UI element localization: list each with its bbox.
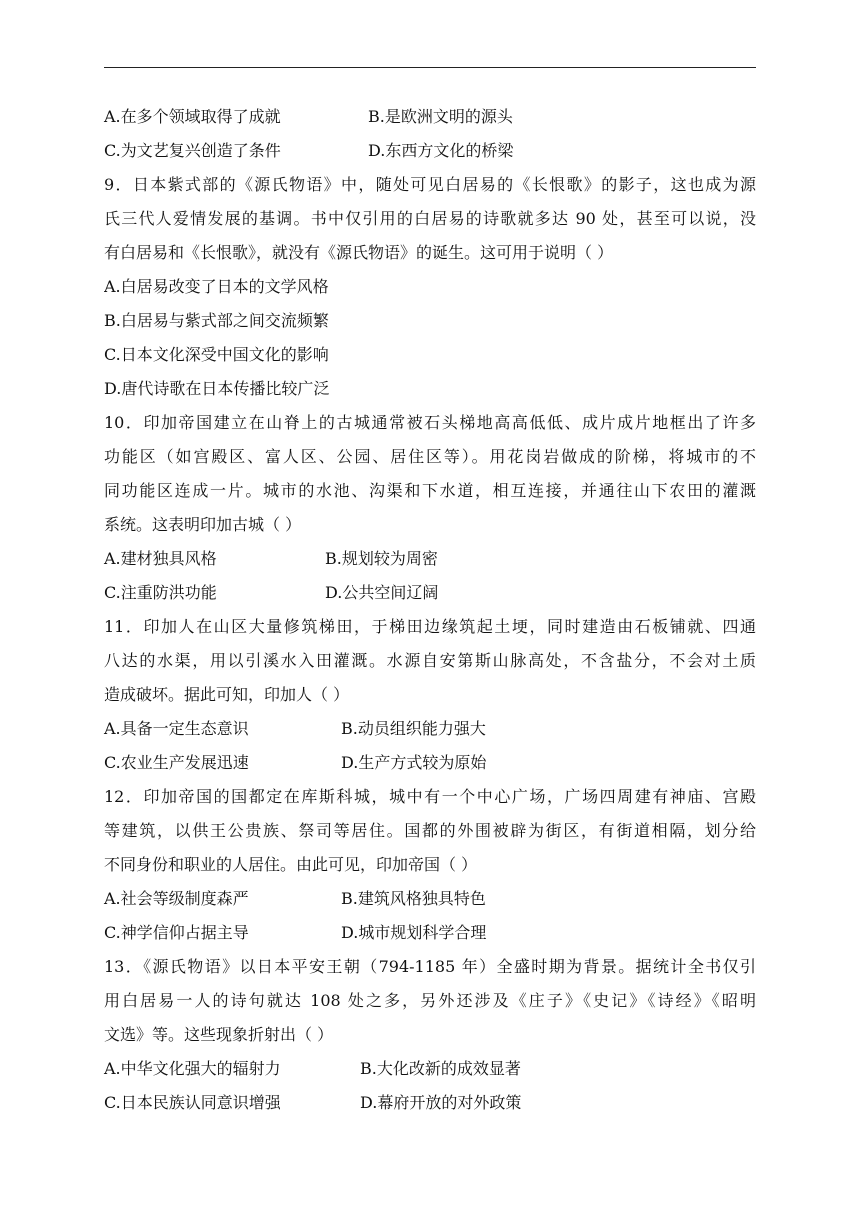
option-d: D.东西方文化的桥梁 (368, 141, 514, 160)
question-10 (104, 406, 756, 610)
stem-line: 文选》等。这些现象折射出（ ） (104, 1025, 334, 1044)
option-c: C.农业生产发展迅速 (104, 753, 249, 772)
question-stem (104, 950, 756, 1052)
option-d: D.生产方式较为原始 (341, 753, 487, 772)
option-a: A.具备一定生态意识 (104, 719, 249, 738)
option-b: B.大化改新的成效显著 (360, 1059, 521, 1078)
question-page (104, 100, 756, 1120)
option-row (104, 134, 756, 168)
option-row (104, 1052, 756, 1086)
option-b: B.建筑风格独具特色 (341, 889, 486, 908)
stem-line: 9．日本紫式部的《源氏物语》中，随处可见白居易的《长恨歌》的影子，这也成为源 (104, 175, 756, 194)
stem-line: 氏三代人爱情发展的基调。书中仅引用的白居易的诗歌就多达 90 处，甚至可以说，没 (104, 209, 756, 228)
option-b: B.白居易与紫式部之间交流频繁 (104, 311, 329, 330)
stem-line: 11．印加人在山区大量修筑梯田，于梯田边缘筑起土埂，同时建造由石板铺就、四通 (104, 617, 756, 636)
option-row (104, 576, 756, 610)
option-row (104, 100, 756, 134)
option-row (104, 882, 756, 916)
option-c: C.为文艺复兴创造了条件 (104, 141, 281, 160)
option-row (104, 542, 756, 576)
stem-line: 系统。这表明印加古城（ ） (104, 515, 302, 534)
option-d: D.城市规划科学合理 (341, 923, 487, 942)
option-d: D.幕府开放的对外政策 (360, 1093, 522, 1112)
question-12 (104, 780, 756, 950)
question-11 (104, 610, 756, 780)
option-a: A.建材独具风格 (104, 549, 217, 568)
question-stem (104, 780, 756, 882)
stem-line: 同功能区连成一片。城市的水池、沟渠和下水道，相互连接，并通往山下农田的灌溉 (104, 481, 756, 500)
option-a: A.在多个领域取得了成就 (104, 107, 281, 126)
stem-line: 八达的水渠，用以引溪水入田灌溉。水源自安第斯山脉高处，不含盐分，不会对土质 (104, 651, 756, 670)
question-9 (104, 168, 756, 406)
option-row (104, 916, 756, 950)
question-13 (104, 950, 756, 1120)
option-b: B.动员组织能力强大 (341, 719, 486, 738)
stem-line: 10．印加帝国建立在山脊上的古城通常被石头梯地高高低低、成片成片地框出了许多 (104, 413, 756, 432)
header-rule (104, 67, 756, 68)
option-d: D.公共空间辽阔 (325, 583, 439, 602)
stem-line: 有白居易和《长恨歌》，就没有《源氏物语》的诞生。这可用于说明（ ） (104, 243, 614, 262)
stem-line: 13．《源氏物语》以日本平安王朝（794-1185 年）全盛时期为背景。据统计全书仅引 (104, 957, 756, 976)
option-row (104, 1086, 756, 1120)
option-row (104, 712, 756, 746)
question-8 (104, 100, 756, 168)
option-c: C.日本文化深受中国文化的影响 (104, 345, 329, 364)
stem-line: 造成破坏。据此可知，印加人（ ） (104, 685, 350, 704)
option-a: A.中华文化强大的辐射力 (104, 1059, 281, 1078)
option-a: A.白居易改变了日本的文学风格 (104, 277, 329, 296)
question-stem (104, 168, 756, 270)
stem-line: 用白居易一人的诗句就达 108 处之多，另外还涉及《庄子》《史记》《诗经》《昭明 (104, 991, 756, 1010)
option-c: C.注重防洪功能 (104, 583, 217, 602)
option-c: C.日本民族认同意识增强 (104, 1093, 281, 1112)
stem-line: 12．印加帝国的国都定在库斯科城，城中有一个中心广场，广场四周建有神庙、宫殿 (104, 787, 756, 806)
stem-line: 功能区（如宫殿区、富人区、公园、居住区等）。用花岗岩做成的阶梯，将城市的不 (104, 447, 756, 466)
question-stem (104, 610, 756, 712)
stem-line: 等建筑，以供王公贵族、祭司等居住。国都的外围被辟为街区，有街道相隔，划分给 (104, 821, 756, 840)
option-b: B.规划较为周密 (325, 549, 438, 568)
option-a: A.社会等级制度森严 (104, 889, 249, 908)
option-b: B.是欧洲文明的源头 (368, 107, 513, 126)
question-stem (104, 406, 756, 542)
option-d: D.唐代诗歌在日本传播比较广泛 (104, 379, 330, 398)
stem-line: 不同身份和职业的人居住。由此可见，印加帝国（ ） (104, 855, 478, 874)
option-c: C.神学信仰占据主导 (104, 923, 249, 942)
option-row (104, 746, 756, 780)
